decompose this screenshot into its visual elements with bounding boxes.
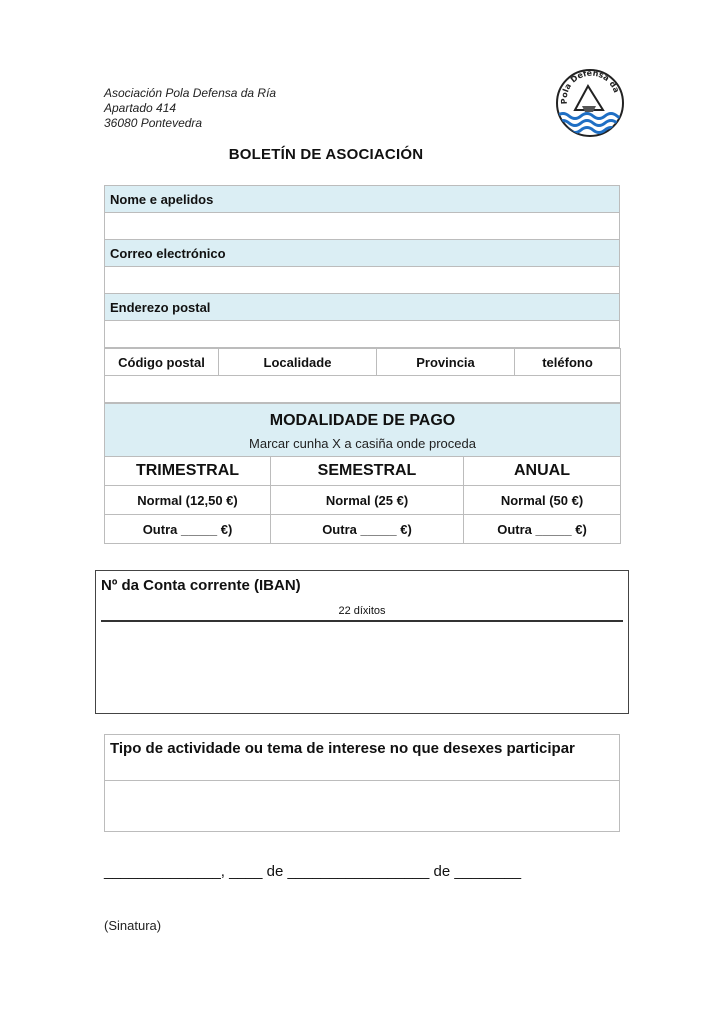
option-semiannual-other[interactable]: Outra _____ €)	[271, 515, 464, 544]
field-input-postal-address[interactable]	[105, 321, 620, 348]
payment-column-annual: ANUAL	[464, 457, 621, 486]
activity-input[interactable]	[104, 780, 620, 832]
activity-interest-section	[104, 734, 620, 832]
payment-title: MODALIDADE DE PAGO	[269, 411, 456, 429]
iban-box[interactable]	[95, 570, 629, 714]
activity-label-cell	[104, 734, 620, 780]
logo-text: Pola Defensa da	[559, 68, 622, 105]
personal-data-table	[104, 185, 620, 348]
signature-label: (Sinatura)	[104, 918, 162, 933]
address-line-city: 36080 Pontevedra	[104, 116, 203, 130]
column-locality: Localidade	[219, 349, 377, 376]
column-postal-code: Código postal	[105, 349, 219, 376]
payment-header	[105, 404, 621, 457]
option-quarterly-other[interactable]: Outra _____ €)	[105, 515, 271, 544]
option-quarterly-normal[interactable]: Normal (12,50 €)	[105, 486, 271, 515]
option-annual-other[interactable]: Outra _____ €)	[464, 515, 621, 544]
iban-label: Nº da Conta corrente (IBAN)	[101, 577, 301, 594]
payment-column-semiannual: SEMESTRAL	[271, 457, 464, 486]
payment-column-quarterly: TRIMESTRAL	[105, 457, 271, 486]
association-logo	[555, 66, 625, 138]
field-label-email: Correo electrónico	[105, 240, 620, 267]
field-label-postal-address: Enderezo postal	[105, 294, 620, 321]
payment-table	[104, 403, 621, 544]
page-title-text: BOLETÍN DE ASOCIACIÓN	[228, 146, 424, 163]
logo-emblem-icon	[555, 66, 625, 138]
activity-label: Tipo de actividade ou tema de interese no que desexes participar	[110, 740, 575, 757]
address-details-table	[104, 348, 621, 403]
option-annual-normal[interactable]: Normal (50 €)	[464, 486, 621, 515]
date-line[interactable]: ______________, ____ de _________________ de ________	[104, 863, 522, 880]
field-input-email[interactable]	[105, 267, 620, 294]
option-semiannual-normal[interactable]: Normal (25 €)	[271, 486, 464, 515]
field-input-address-details[interactable]	[105, 376, 621, 403]
field-input-name[interactable]	[105, 213, 620, 240]
field-label-name: Nome e apelidos	[105, 186, 620, 213]
payment-instructions: Marcar cunha X a casiña onde proceda	[249, 435, 476, 451]
iban-entry-line	[101, 620, 623, 622]
association-address	[104, 86, 276, 131]
iban-digits-note: 22 díxitos	[338, 605, 386, 617]
address-line-po-box: Apartado 414	[104, 101, 177, 115]
page-title	[0, 146, 724, 163]
column-province: Provincia	[377, 349, 515, 376]
column-phone: teléfono	[515, 349, 621, 376]
address-line-name: Asociación Pola Defensa da Ría	[104, 86, 277, 100]
